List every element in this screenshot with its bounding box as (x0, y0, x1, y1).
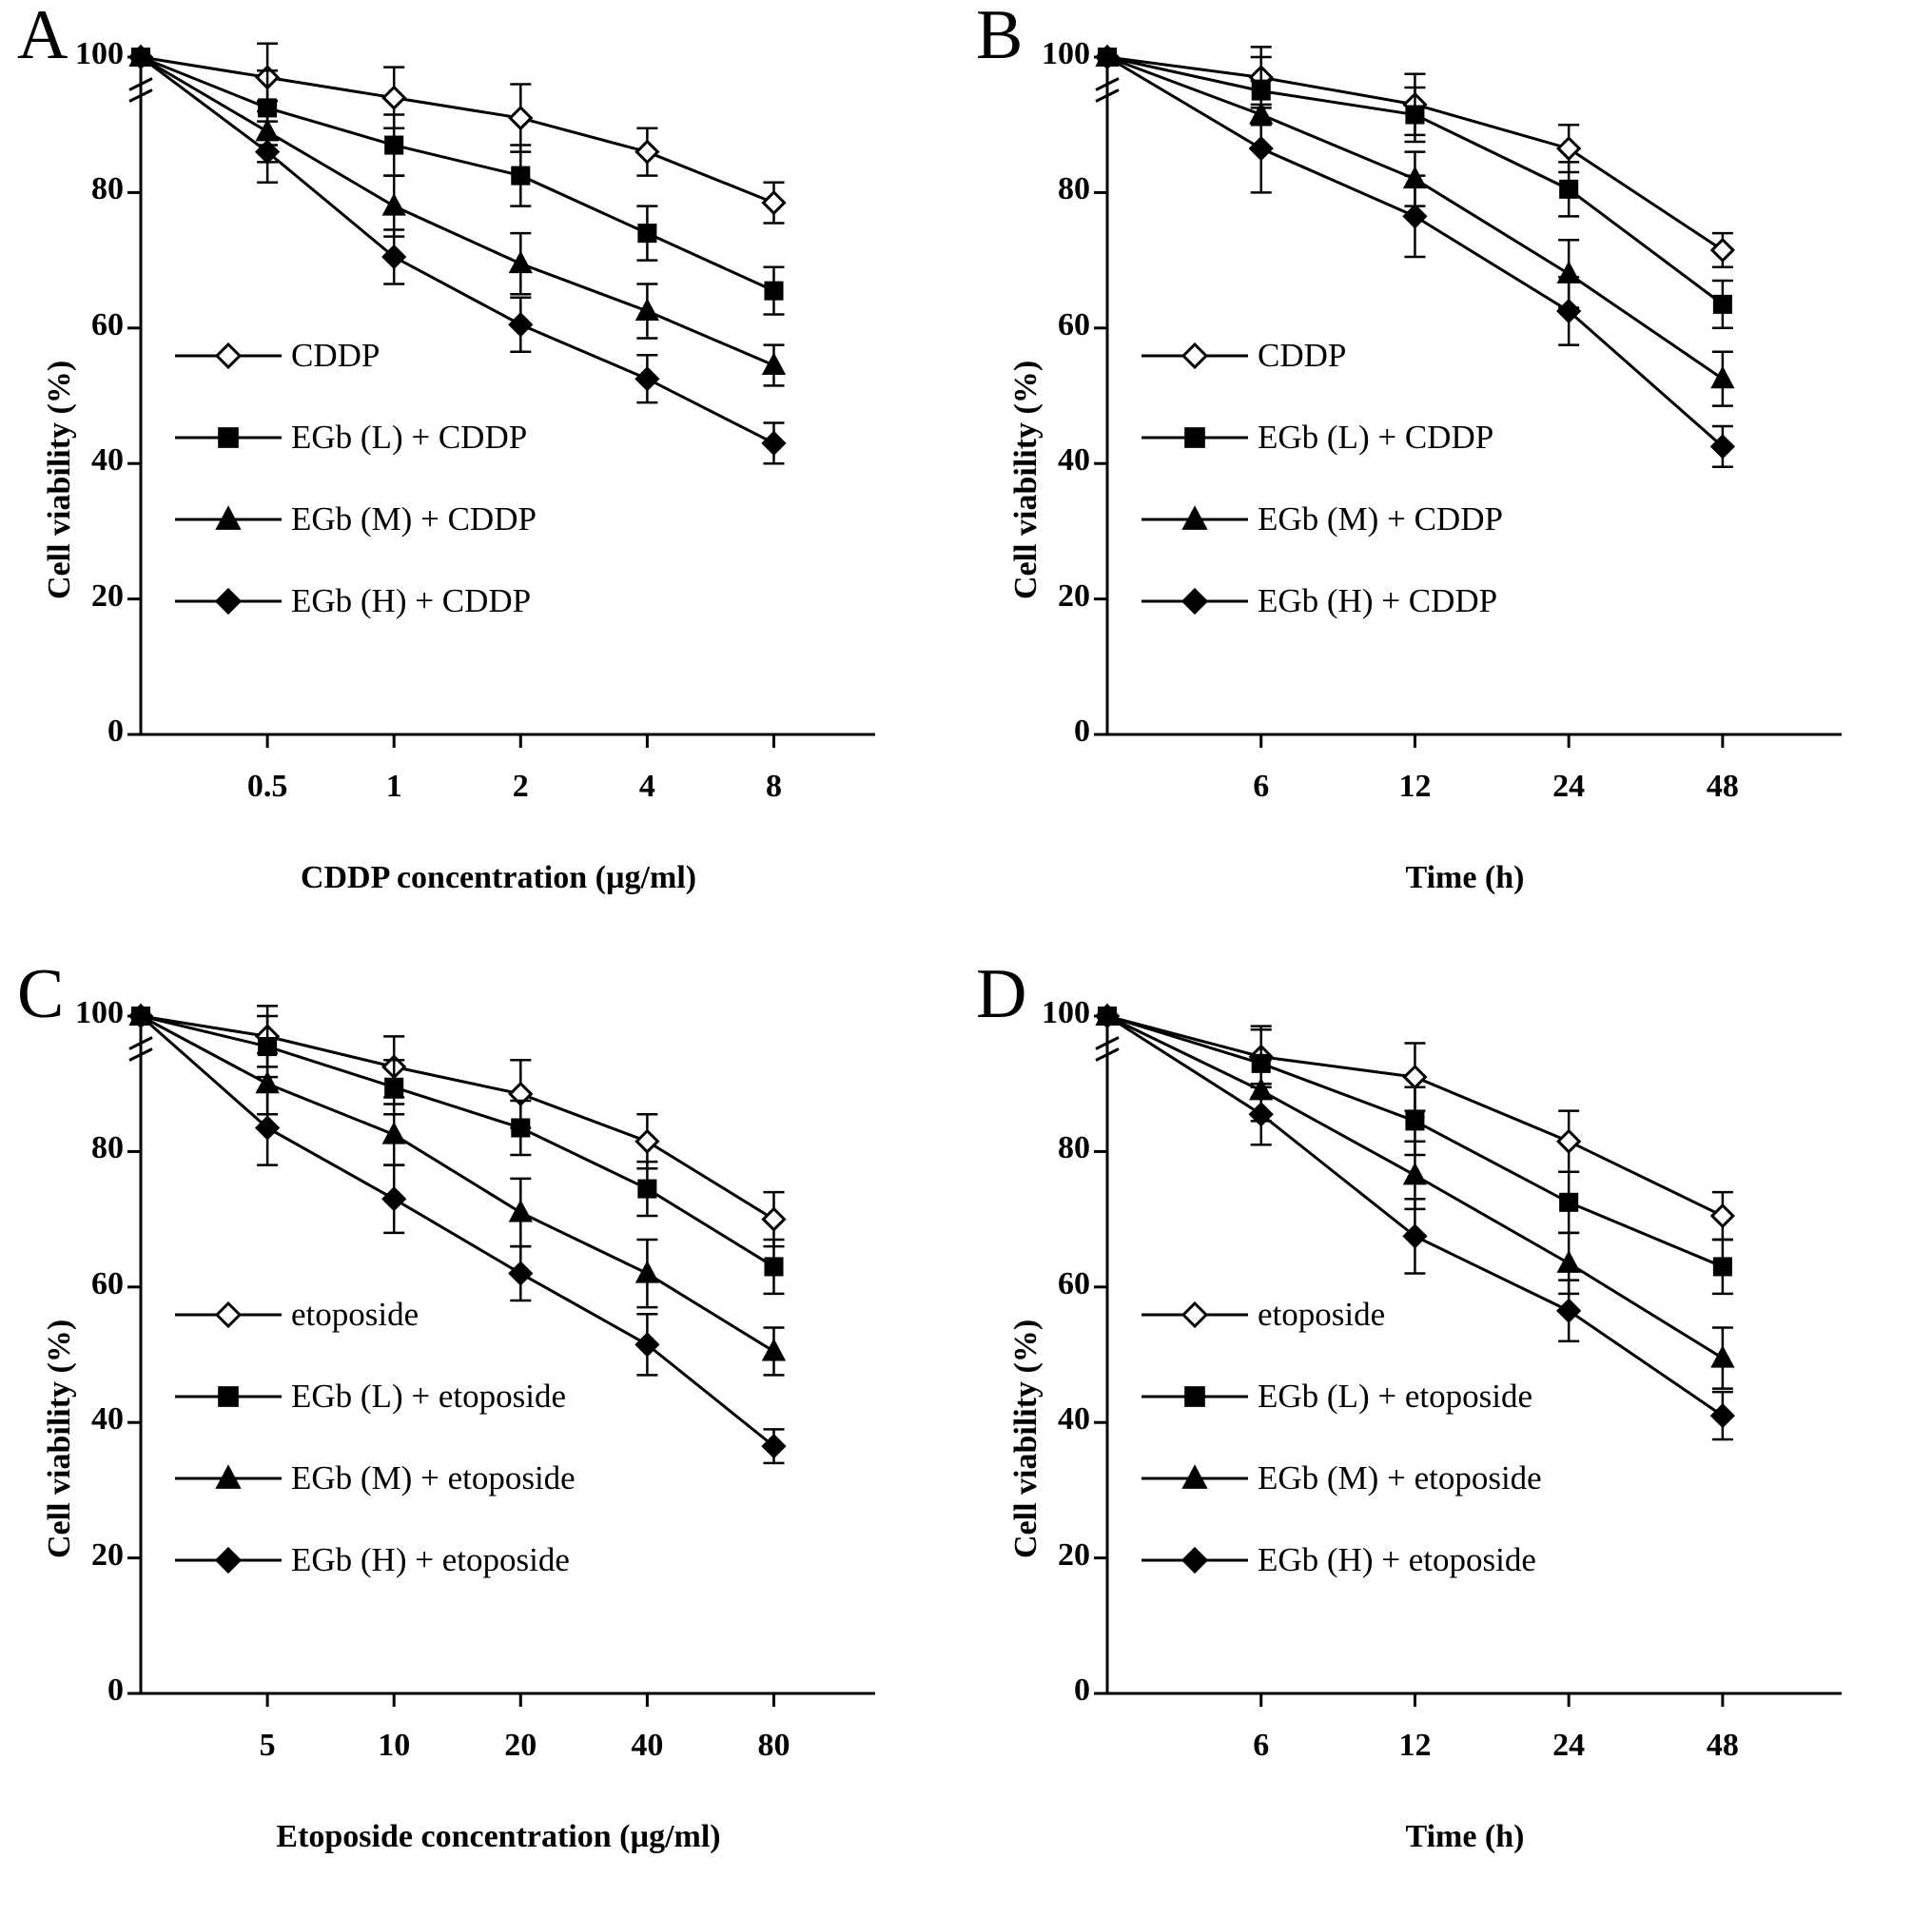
data-point-marker (1712, 1405, 1733, 1426)
legend-label: etoposide (291, 1295, 420, 1333)
legend-label: EGb (L) + CDDP (291, 418, 528, 456)
y-tick-label: 40 (91, 1401, 124, 1438)
legend-item[interactable] (171, 1287, 576, 1342)
data-point-marker (765, 1258, 782, 1275)
data-point-marker (385, 1079, 402, 1096)
x-tick-label: 4 (638, 769, 655, 804)
x-tick-label: 6 (1253, 769, 1270, 804)
data-point-marker (1406, 1112, 1423, 1129)
y-tick-label: 20 (91, 1536, 124, 1573)
y-axis-title: Cell viability (%) (42, 1319, 77, 1558)
legend-marker (171, 328, 285, 383)
x-tick-label: 12 (1398, 1728, 1432, 1763)
data-point-marker (1404, 205, 1425, 226)
x-tick-label: 48 (1706, 1728, 1739, 1763)
y-tick-label: 100 (75, 36, 124, 71)
panel-letter: C (17, 955, 65, 1033)
x-tick-label: 40 (631, 1728, 664, 1763)
series-line (132, 49, 785, 315)
legend-marker (1138, 1369, 1252, 1424)
data-point-marker (1712, 368, 1733, 388)
legend-marker (1138, 492, 1252, 547)
series-polyline (141, 1016, 773, 1266)
legend-item[interactable] (171, 1369, 576, 1424)
y-tick-label: 60 (1058, 306, 1090, 342)
chart-panel-c (0, 955, 966, 1917)
legend-item[interactable] (171, 574, 537, 629)
legend-item[interactable] (1138, 574, 1503, 629)
data-point-marker (383, 1124, 404, 1144)
legend-item[interactable] (1138, 1533, 1542, 1588)
x-axis-title: Time (h) (1405, 1819, 1525, 1854)
y-tick-label: 80 (91, 171, 124, 207)
data-point-marker (763, 433, 784, 454)
legend-item[interactable] (171, 1533, 576, 1588)
x-tick-label: 48 (1706, 769, 1739, 804)
y-tick-label: 60 (91, 1265, 124, 1301)
x-tick-label: 1 (385, 769, 402, 804)
x-tick-label: 20 (504, 1728, 537, 1763)
y-tick-label: 100 (75, 995, 124, 1030)
y-tick-label: 20 (1058, 1536, 1090, 1573)
data-point-marker (1558, 138, 1579, 159)
series-line (130, 44, 784, 224)
series-polyline (141, 57, 773, 291)
data-point-marker (1251, 138, 1272, 159)
legend-item[interactable] (171, 328, 537, 383)
panel-letter: B (976, 0, 1024, 74)
legend-marker (171, 492, 285, 547)
legend-label: EGb (L) + CDDP (1258, 418, 1494, 456)
data-point-marker (510, 1202, 531, 1222)
legend-label: EGb (M) + CDDP (291, 499, 537, 538)
data-point-marker (763, 1209, 784, 1230)
legend-label: EGb (H) + CDDP (291, 581, 532, 619)
x-tick-label: 5 (259, 1728, 276, 1763)
series-line (132, 1007, 785, 1294)
x-tick-label: 24 (1552, 1728, 1586, 1763)
chart-panel-d (966, 955, 1932, 1917)
data-point-marker (510, 108, 531, 128)
y-tick-label: 40 (1058, 1401, 1090, 1438)
y-tick-label: 100 (1042, 36, 1090, 71)
data-point-marker (764, 1340, 785, 1360)
x-axis-title: CDDP concentration (µg/ml) (300, 860, 697, 895)
data-point-marker (383, 88, 404, 108)
data-point-marker (1560, 1194, 1577, 1211)
legend-label: EGb (H) + etoposide (291, 1540, 570, 1578)
legend-marker (171, 574, 285, 629)
data-point-marker (1714, 1258, 1731, 1275)
legend-item[interactable] (1138, 1369, 1542, 1424)
y-axis-title: Cell viability (%) (1008, 360, 1044, 599)
legend-marker (1138, 574, 1252, 629)
data-point-marker (1712, 240, 1733, 261)
legend-marker (171, 1533, 285, 1588)
data-point-marker (765, 283, 782, 300)
legend-marker (171, 1369, 285, 1424)
chart-panel-b (966, 0, 1932, 958)
legend-item[interactable] (1138, 410, 1503, 465)
legend-item[interactable] (171, 492, 537, 547)
data-point-marker (383, 1188, 404, 1209)
legend-item[interactable] (171, 410, 537, 465)
data-point-marker (512, 167, 529, 185)
legend-label: EGb (L) + etoposide (291, 1377, 566, 1415)
data-point-marker (763, 192, 784, 213)
x-tick-label: 10 (378, 1728, 411, 1763)
legend-item[interactable] (1138, 492, 1503, 547)
series-line (130, 1006, 784, 1246)
y-axis-title: Cell viability (%) (42, 360, 77, 599)
y-tick-label: 40 (91, 442, 124, 479)
x-tick-label: 80 (757, 1728, 790, 1763)
x-axis-title: Time (h) (1405, 860, 1525, 895)
legend-label: EGb (H) + CDDP (1258, 581, 1498, 619)
chart-legend (1138, 1287, 1542, 1614)
data-point-marker (636, 1262, 657, 1282)
y-tick-label: 40 (1058, 442, 1090, 479)
data-point-marker (1404, 1164, 1425, 1184)
y-tick-label: 0 (1074, 714, 1090, 749)
y-axis-title: Cell viability (%) (1008, 1319, 1044, 1558)
legend-item[interactable] (1138, 328, 1503, 383)
data-point-marker (638, 225, 655, 242)
data-point-marker (510, 1263, 531, 1284)
y-tick-label: 0 (107, 714, 124, 749)
legend-marker (1138, 1451, 1252, 1506)
data-point-marker (512, 1119, 529, 1136)
legend-marker (1138, 1533, 1252, 1588)
data-point-marker (1558, 1131, 1579, 1152)
y-tick-label: 20 (91, 577, 124, 614)
x-tick-label: 2 (512, 769, 529, 804)
data-point-marker (636, 368, 657, 389)
data-point-marker (1560, 181, 1577, 198)
legend-item[interactable] (171, 1451, 576, 1506)
data-point-marker (638, 1181, 655, 1198)
data-point-marker (1406, 107, 1423, 124)
y-tick-label: 60 (91, 306, 124, 342)
legend-label: EGb (M) + CDDP (1258, 499, 1503, 538)
y-tick-label: 0 (1074, 1672, 1090, 1708)
y-tick-label: 20 (1058, 577, 1090, 614)
legend-marker (1138, 328, 1252, 383)
x-tick-label: 0.5 (246, 769, 288, 804)
data-point-marker (1404, 1066, 1425, 1087)
legend-marker (171, 1287, 285, 1342)
y-tick-label: 80 (1058, 171, 1090, 207)
data-point-marker (510, 253, 531, 273)
legend-marker (171, 1451, 285, 1506)
y-tick-label: 0 (107, 1672, 124, 1708)
legend-label: EGb (H) + etoposide (1258, 1540, 1536, 1578)
panel-letter: A (17, 0, 68, 74)
x-tick-label: 6 (1253, 1728, 1270, 1763)
series-polyline (141, 57, 773, 365)
data-point-marker (385, 137, 402, 154)
data-point-marker (1712, 1347, 1733, 1367)
series-polyline (141, 1016, 773, 1220)
x-tick-label: 12 (1398, 769, 1432, 804)
y-tick-label: 60 (1058, 1265, 1090, 1301)
data-point-marker (764, 354, 785, 374)
legend-marker (1138, 410, 1252, 465)
data-point-marker (1712, 1205, 1733, 1226)
data-point-marker (383, 195, 404, 215)
legend-label: CDDP (291, 336, 381, 374)
data-point-marker (636, 300, 657, 320)
legend-label: etoposide (1258, 1295, 1386, 1333)
x-tick-label: 24 (1552, 769, 1586, 804)
legend-label: CDDP (1258, 336, 1347, 374)
legend-item[interactable] (1138, 1451, 1542, 1506)
legend-marker (1138, 1287, 1252, 1342)
y-tick-label: 80 (91, 1130, 124, 1166)
data-point-marker (636, 1131, 657, 1152)
legend-item[interactable] (1138, 1287, 1542, 1342)
chart-panel-a (0, 0, 966, 958)
x-axis-title: Etoposide concentration (µg/ml) (276, 1819, 721, 1854)
chart-legend (171, 328, 537, 655)
data-point-marker (1558, 1252, 1579, 1272)
legend-label: EGb (M) + etoposide (291, 1458, 576, 1496)
chart-legend (1138, 328, 1503, 655)
y-tick-label: 80 (1058, 1130, 1090, 1166)
legend-marker (171, 410, 285, 465)
data-point-marker (1714, 296, 1731, 313)
data-point-marker (1558, 1301, 1579, 1321)
x-tick-label: 8 (765, 769, 782, 804)
legend-label: EGb (M) + etoposide (1258, 1458, 1542, 1496)
panel-letter: D (976, 955, 1027, 1033)
legend-label: EGb (L) + etoposide (1258, 1377, 1532, 1415)
chart-legend (171, 1287, 576, 1614)
y-tick-label: 100 (1042, 995, 1090, 1030)
data-point-marker (636, 142, 657, 163)
